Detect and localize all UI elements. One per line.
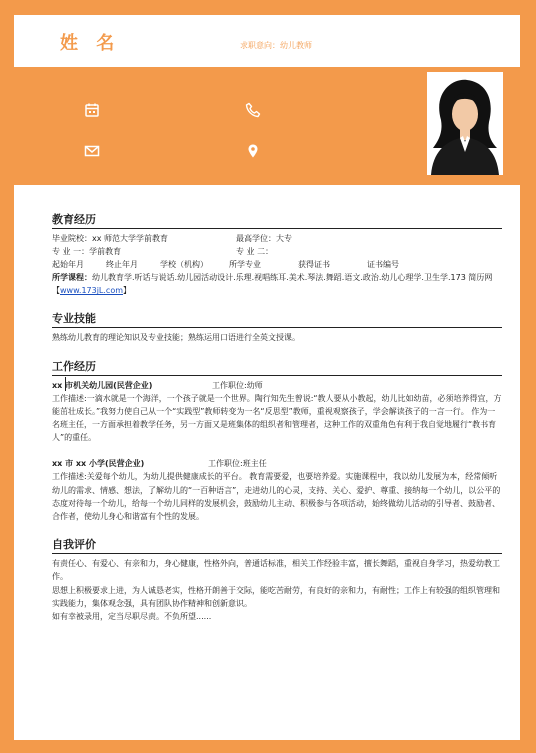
job-header-1 <box>52 379 502 392</box>
self-evaluation-line: 有责任心、有爱心、有亲和力，身心健康，性格外向，普通话标准，相关工作经验丰富，擅长舞蹈，重视自身学习，热爱幼教工作。 <box>52 559 500 582</box>
field-certificate-no: 证书编号 <box>367 260 399 269</box>
resume-sheet <box>14 15 520 740</box>
resume-header <box>14 15 520 67</box>
school-field: 毕业院校：xx 师范大学学前教育 <box>52 234 169 243</box>
location-pin-icon <box>245 143 261 159</box>
mail-icon <box>84 143 100 159</box>
job-header-2 <box>52 457 502 470</box>
job-description-1: 工作描述:一滴水就是一个海洋，一个孩子就是一个世界。陶行知先生曾说:“教人要从小教起，幼儿比如幼苗，必须培养得宜，方能茁壮成长。”我努力使自己从一个“实践型”教师转变为一名“反思型”教师，重视观察孩子，学会解读孩子的一言一行。 作为一名班主任，一方面承担着教学任务，另一方面又是班集体的组织者和管理者，这种工作的双重角色有利于我自觉地履行“教书育人”的重任。 <box>52 393 502 443</box>
job-description-2: 工作描述:关爱每个幼儿，为幼儿提供健康成长的平台。 教育需要爱，也要培养爱。实施课程中，我以幼儿发展为本，经常倾听幼儿的需求、情感、想法，了解幼儿的“一百种语言”，走进幼儿的心灵，支持、关心、爱护、尊重、接纳每一个幼儿，以公平的态度对待每一个幼儿，给每一个幼儿同样的发展机会，鼓励幼儿主动、积极参与各项活动，始终做幼儿活动的引导者、鼓励者、合作者，使幼儿身心和谐富有个性的发展。 <box>52 472 501 522</box>
major-two-field: 专 业 二： <box>236 247 274 256</box>
field-certificate: 获得证书 <box>298 260 330 269</box>
education-major-row <box>52 245 502 258</box>
courses-end: 】 <box>123 286 132 296</box>
self-evaluation-title: 自我评价 <box>52 536 502 554</box>
courses-label: 所学课程： <box>52 273 92 282</box>
resume-content <box>52 211 502 623</box>
profile-photo <box>427 72 503 175</box>
job-org: xx 市 xx 小学(民营企业) <box>52 459 145 469</box>
field-major: 所学专业 <box>229 260 261 269</box>
field-end-date: 终止年月 <box>106 260 138 269</box>
courses-text: 幼儿教育学.听话与说话.幼儿园活动设计.乐理.视唱练耳.美术.琴法.舞蹈.语文.政治.幼儿心理学.卫生学.173 简历网【 <box>52 273 493 296</box>
work-title: 工作经历 <box>52 358 502 376</box>
skills-section <box>52 310 502 344</box>
job-position: 工作职位:幼师 <box>212 380 263 390</box>
skills-title: 专业技能 <box>52 310 502 328</box>
education-fields-row <box>52 258 502 271</box>
self-evaluation-line: 思想上积极要求上进，为人诚恳老实，性格开朗善于交际，能吃苦耐劳，有良好的亲和力，有耐性；工作上有较强的组织管理和实践能力，集体观念强，具有团队协作精神和创新意识。 <box>52 585 500 608</box>
education-title: 教育经历 <box>52 211 502 229</box>
skills-text: 熟练幼儿教育的理论知识及专业技能；熟练运用口语进行全英文授课。 <box>52 333 300 343</box>
job-position: 工作职位:班主任 <box>208 459 267 469</box>
calendar-icon <box>84 102 100 118</box>
phone-icon <box>245 102 261 118</box>
job-org: xx 市机关幼儿园(民营企业) <box>52 380 153 390</box>
education-school-row <box>52 232 502 245</box>
field-school: 学校（机构） <box>160 260 208 269</box>
website-link[interactable]: www.173jL.com <box>60 286 124 296</box>
applicant-name: 姓 名 <box>60 33 121 54</box>
job-intent: 求职意向：幼儿教师 <box>240 41 312 50</box>
self-evaluation-section <box>52 536 502 623</box>
self-evaluation-line: 如有幸被录用，定当尽职尽责。不负所望...... <box>52 612 212 622</box>
work-section <box>52 358 502 524</box>
education-section <box>52 211 502 297</box>
field-start-date: 起始年月 <box>52 260 84 269</box>
degree-field: 最高学位：大专 <box>236 234 292 243</box>
courses-paragraph <box>52 271 502 297</box>
major-one-field: 专 业 一：学前教育 <box>52 247 122 256</box>
